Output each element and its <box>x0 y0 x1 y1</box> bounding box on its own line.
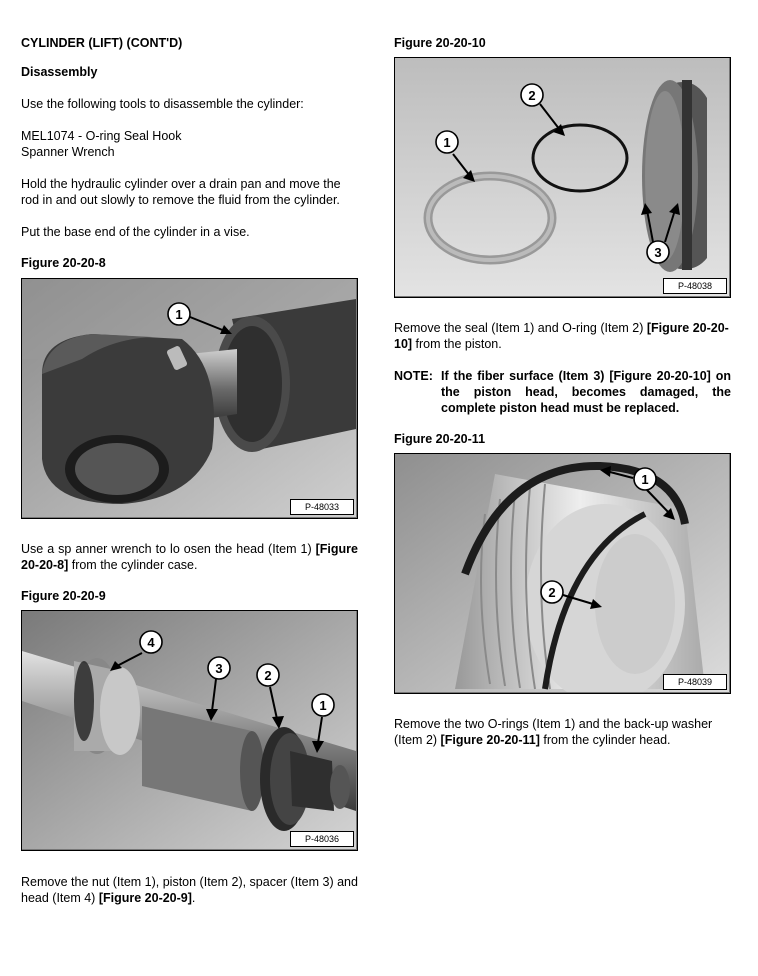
subheading-disassembly: Disassembly <box>21 65 98 79</box>
step-vise: Put the base end of the cylinder in a vise. <box>21 225 250 239</box>
figure-10-code: P-48038 <box>663 278 727 294</box>
figure-8-callout-1: 1 <box>175 307 183 322</box>
figure-9-code: P-48036 <box>290 831 354 847</box>
figure-10-callout-1: 1 <box>443 135 451 150</box>
figure-11-callout-1: 1 <box>641 472 649 487</box>
note-text: If the fiber surface (Item 3) [Figure 20-20-10] on the piston head, becomes damaged, the complete piston head must be replaced. <box>441 369 731 415</box>
figure-9-callout-4: 4 <box>147 635 155 650</box>
figure-11-title: Figure 20-20-11 <box>394 432 486 446</box>
figure-9-photo <box>21 610 358 851</box>
note-fiber-surface <box>394 368 731 418</box>
tool-item-2: Spanner Wrench <box>21 145 115 159</box>
figure-9-title: Figure 20-20-9 <box>21 589 106 603</box>
step-remove-nut: Remove the nut (Item 1), piston (Item 2), spacer (Item 3) and head (Item 4) [Figure 20-20-9]. <box>21 875 358 905</box>
step-remove-orings: Remove the two O-rings (Item 1) and the back-up washer (Item 2) [Figure 20-20-11] from the cylinder head. <box>394 717 713 747</box>
step-remove-seal: Remove the seal (Item 1) and O-ring (Item 2) [Figure 20-20-10] from the piston. <box>394 321 729 351</box>
intro-text: Use the following tools to disassemble the cylinder: <box>21 97 304 111</box>
figure-8-code: P-48033 <box>290 499 354 515</box>
figure-8-photo <box>21 278 358 519</box>
figure-9-callout-2: 2 <box>264 668 272 683</box>
figure-10-callout-3: 3 <box>654 245 662 260</box>
figure-10-callout-2: 2 <box>528 88 536 103</box>
step-spanner: Use a sp anner wrench to lo osen the head (Item 1) [Figure 20-20-8] from the cylinder case. <box>21 542 358 572</box>
figure-9-callout-3: 3 <box>215 661 223 676</box>
figure-11-photo <box>394 453 731 694</box>
figure-8-title: Figure 20-20-8 <box>21 256 106 270</box>
step-drain: Hold the hydraulic cylinder over a drain pan and move the rod in and out slowly to remove the fluid from the cylinder. <box>21 177 341 207</box>
figure-10-title: Figure 20-20-10 <box>394 36 486 50</box>
figure-11-callout-2: 2 <box>548 585 556 600</box>
figure-10-photo <box>394 57 731 298</box>
note-label: NOTE: <box>394 369 433 383</box>
section-heading: CYLINDER (LIFT) (CONT'D) <box>21 36 183 50</box>
tool-item-1: MEL1074 - O-ring Seal Hook <box>21 129 182 143</box>
figure-9-callout-1: 1 <box>319 698 327 713</box>
figure-11-code: P-48039 <box>663 674 727 690</box>
